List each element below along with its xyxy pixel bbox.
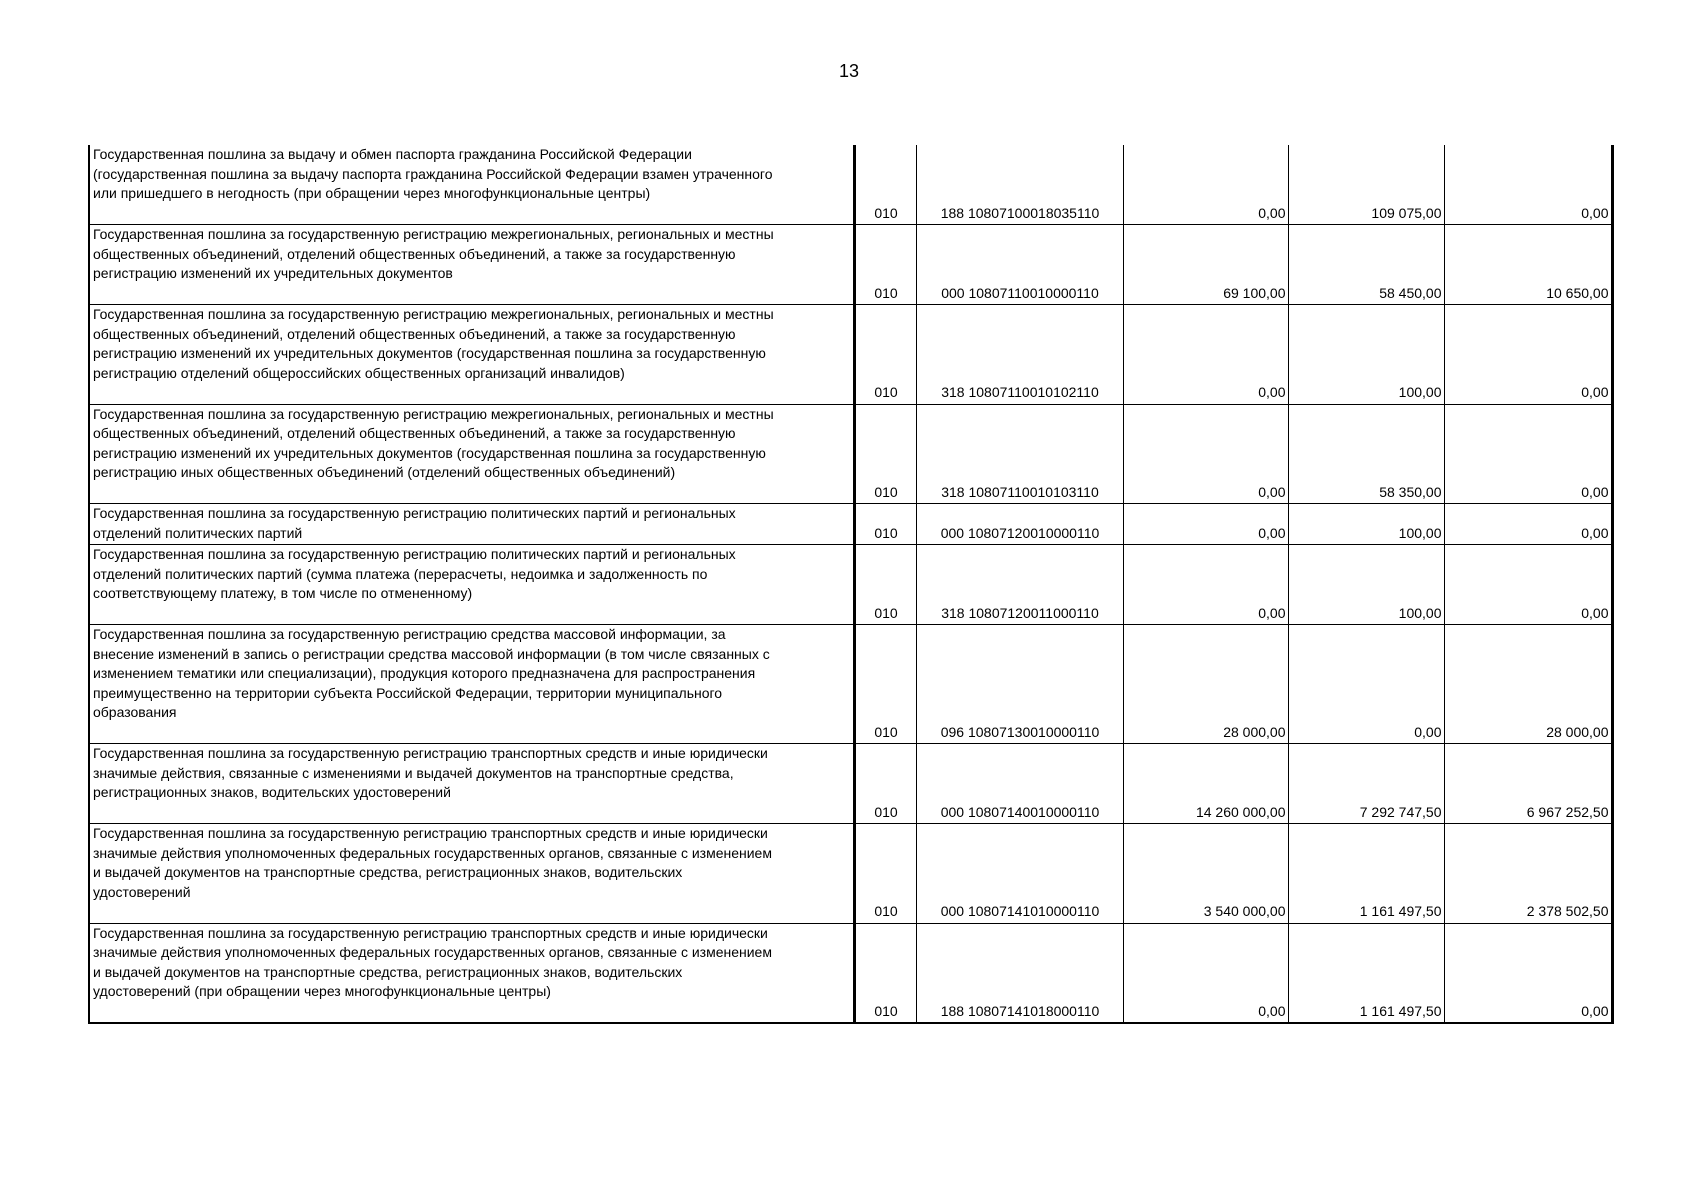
approved-amount-cell: 0,00	[1123, 545, 1288, 625]
row-name-line: общественных объединений, отделений общественных объединений, а также за государственную	[93, 425, 736, 441]
row-name-line: Государственная пошлина за государственную регистрацию транспортных средств и иные юридически	[93, 745, 768, 761]
row-name-line: Государственная пошлина за государственную регистрацию политических партий и региональных	[93, 505, 736, 521]
row-name-line: Государственная пошлина за государственную регистрацию транспортных средств и иные юридически	[93, 924, 768, 941]
line-code-cell: 010	[854, 145, 916, 225]
income-code-cell: 000 10807120010000110	[916, 504, 1123, 545]
approved-amount-cell: 0,00	[1123, 923, 1288, 1023]
unexecuted-amount-cell: 0,00	[1444, 545, 1612, 625]
line-code-cell: 010	[854, 923, 916, 1023]
row-name-cell	[89, 545, 854, 625]
executed-amount-cell: 100,00	[1288, 545, 1444, 625]
row-name-line: значимые действия уполномоченных федеральных государственных органов, связанные с изменением	[93, 944, 772, 960]
line-code-cell: 010	[854, 824, 916, 924]
approved-amount-cell: 0,00	[1123, 404, 1288, 504]
page-number: 13	[838, 61, 860, 81]
income-code-cell: 318 10807110010103110	[916, 404, 1123, 504]
row-name-line: регистрацию отделений общероссийских общественных организаций инвалидов)	[93, 364, 625, 381]
row-name-line: Государственная пошлина за государственную регистрацию политических партий и региональных	[93, 546, 736, 562]
row-name-line: регистрацию изменений их учредительных документов (государственная пошлина за государственную	[93, 444, 766, 461]
row-name-line: внесение изменений в запись о регистрации средства массовой информации (в том числе связанных с	[93, 645, 770, 662]
row-name-line: или пришедшего в негодность (при обращении через многофункциональные центры)	[93, 185, 651, 201]
table-row	[89, 404, 1612, 504]
income-code-cell: 318 10807120011000110	[916, 545, 1123, 625]
revenue-table	[88, 145, 1614, 1024]
income-code-cell: 000 10807140010000110	[916, 744, 1123, 824]
row-name-line: регистрацию иных общественных объединений (отделений общественных объединений)	[93, 464, 676, 480]
row-name-line: общественных объединений, отделений общественных объединений, а также за государственную	[93, 245, 736, 262]
executed-amount-cell: 109 075,00	[1288, 145, 1444, 225]
row-name-line: удостоверений (при обращении через многофункциональные центры)	[93, 983, 551, 999]
line-code-cell: 010	[854, 404, 916, 504]
line-code-cell: 010	[854, 744, 916, 824]
income-code-cell: 096 10807130010000110	[916, 625, 1123, 744]
row-name-line: Государственная пошлина за выдачу и обмен паспорта гражданина Российской Федерации	[93, 146, 692, 162]
executed-amount-cell: 58 350,00	[1288, 404, 1444, 504]
table-row	[89, 625, 1612, 744]
row-name-line: регистрацию изменений их учредительных документов (государственная пошлина за государственную	[93, 345, 766, 361]
unexecuted-amount-cell: 28 000,00	[1444, 625, 1612, 744]
unexecuted-amount-cell: 0,00	[1444, 145, 1612, 225]
unexecuted-amount-cell: 0,00	[1444, 923, 1612, 1023]
unexecuted-amount-cell: 6 967 252,50	[1444, 744, 1612, 824]
executed-amount-cell: 58 450,00	[1288, 225, 1444, 305]
approved-amount-cell: 0,00	[1123, 305, 1288, 405]
approved-amount-cell: 69 100,00	[1123, 225, 1288, 305]
table-row	[89, 504, 1612, 545]
table-row	[89, 305, 1612, 405]
executed-amount-cell: 1 161 497,50	[1288, 923, 1444, 1023]
row-name-line: и выдачей документов на транспортные средства, регистрационных знаков, водительских	[93, 864, 683, 880]
row-name-line: Государственная пошлина за государственную регистрацию межрегиональных, региональных и местны	[93, 226, 774, 242]
row-name-line: Государственная пошлина за государственную регистрацию транспортных средств и иные юридически	[93, 825, 768, 841]
row-name-line: значимые действия уполномоченных федеральных государственных органов, связанные с изменением	[93, 844, 772, 861]
approved-amount-cell: 0,00	[1123, 504, 1288, 545]
executed-amount-cell: 0,00	[1288, 625, 1444, 744]
row-name-line: и выдачей документов на транспортные средства, регистрационных знаков, водительских	[93, 963, 683, 980]
row-name-line: преимущественно на территории субъекта Российской Федерации, территории муниципального	[93, 684, 723, 701]
table-body	[89, 145, 1612, 1023]
row-name-line: Государственная пошлина за государственную регистрацию межрегиональных, региональных и местны	[93, 405, 774, 422]
row-name-line: соответствующему платежу, в том числе по отмененному)	[93, 585, 473, 601]
income-code-cell: 000 10807141010000110	[916, 824, 1123, 924]
row-name-cell	[89, 504, 854, 545]
approved-amount-cell: 28 000,00	[1123, 625, 1288, 744]
row-name-cell	[89, 923, 854, 1023]
unexecuted-amount-cell: 2 378 502,50	[1444, 824, 1612, 924]
row-name-line: отделений политических партий	[93, 524, 303, 541]
line-code-cell: 010	[854, 625, 916, 744]
row-name-line: удостоверений	[93, 883, 191, 900]
row-name-cell	[89, 305, 854, 405]
row-name-line: отделений политических партий (сумма платежа (перерасчеты, недоимка и задолженность по	[93, 565, 708, 582]
line-code-cell: 010	[854, 545, 916, 625]
row-name-line: изменением тематики или специализации), продукция которого предназначена для распространения	[93, 665, 756, 681]
table-row	[89, 824, 1612, 924]
unexecuted-amount-cell: 0,00	[1444, 305, 1612, 405]
approved-amount-cell: 14 260 000,00	[1123, 744, 1288, 824]
approved-amount-cell: 0,00	[1123, 145, 1288, 225]
income-code-cell: 318 10807110010102110	[916, 305, 1123, 405]
row-name-line: регистрационных знаков, водительских удостоверений	[93, 784, 451, 800]
line-code-cell: 010	[854, 225, 916, 305]
unexecuted-amount-cell: 0,00	[1444, 404, 1612, 504]
executed-amount-cell: 100,00	[1288, 504, 1444, 545]
row-name-cell	[89, 225, 854, 305]
line-code-cell: 010	[854, 504, 916, 545]
table-row	[89, 225, 1612, 305]
row-name-cell	[89, 145, 854, 225]
table-row	[89, 744, 1612, 824]
row-name-line: Государственная пошлина за государственную регистрацию межрегиональных, региональных и местны	[93, 306, 774, 322]
income-code-cell: 000 10807110010000110	[916, 225, 1123, 305]
unexecuted-amount-cell: 10 650,00	[1444, 225, 1612, 305]
row-name-cell	[89, 744, 854, 824]
row-name-line: общественных объединений, отделений общественных объединений, а также за государственную	[93, 325, 736, 342]
approved-amount-cell: 3 540 000,00	[1123, 824, 1288, 924]
unexecuted-amount-cell: 0,00	[1444, 504, 1612, 545]
table-row	[89, 545, 1612, 625]
line-code-cell: 010	[854, 305, 916, 405]
row-name-line: Государственная пошлина за государственную регистрацию средства массовой информации, за	[93, 626, 726, 642]
row-name-cell	[89, 404, 854, 504]
table-row	[89, 923, 1612, 1023]
row-name-line: значимые действия, связанные с изменениями и выдачей документов на транспортные средства,	[93, 764, 734, 781]
executed-amount-cell: 100,00	[1288, 305, 1444, 405]
table-row	[89, 145, 1612, 225]
row-name-cell	[89, 625, 854, 744]
row-name-line: регистрацию изменений их учредительных документов	[93, 265, 453, 281]
row-name-cell	[89, 824, 854, 924]
income-code-cell: 188 10807100018035110	[916, 145, 1123, 225]
row-name-line: (государственная пошлина за выдачу паспорта гражданина Российской Федерации взамен утраченного	[93, 165, 773, 182]
row-name-line: образования	[93, 704, 177, 720]
executed-amount-cell: 1 161 497,50	[1288, 824, 1444, 924]
executed-amount-cell: 7 292 747,50	[1288, 744, 1444, 824]
income-code-cell: 188 10807141018000110	[916, 923, 1123, 1023]
